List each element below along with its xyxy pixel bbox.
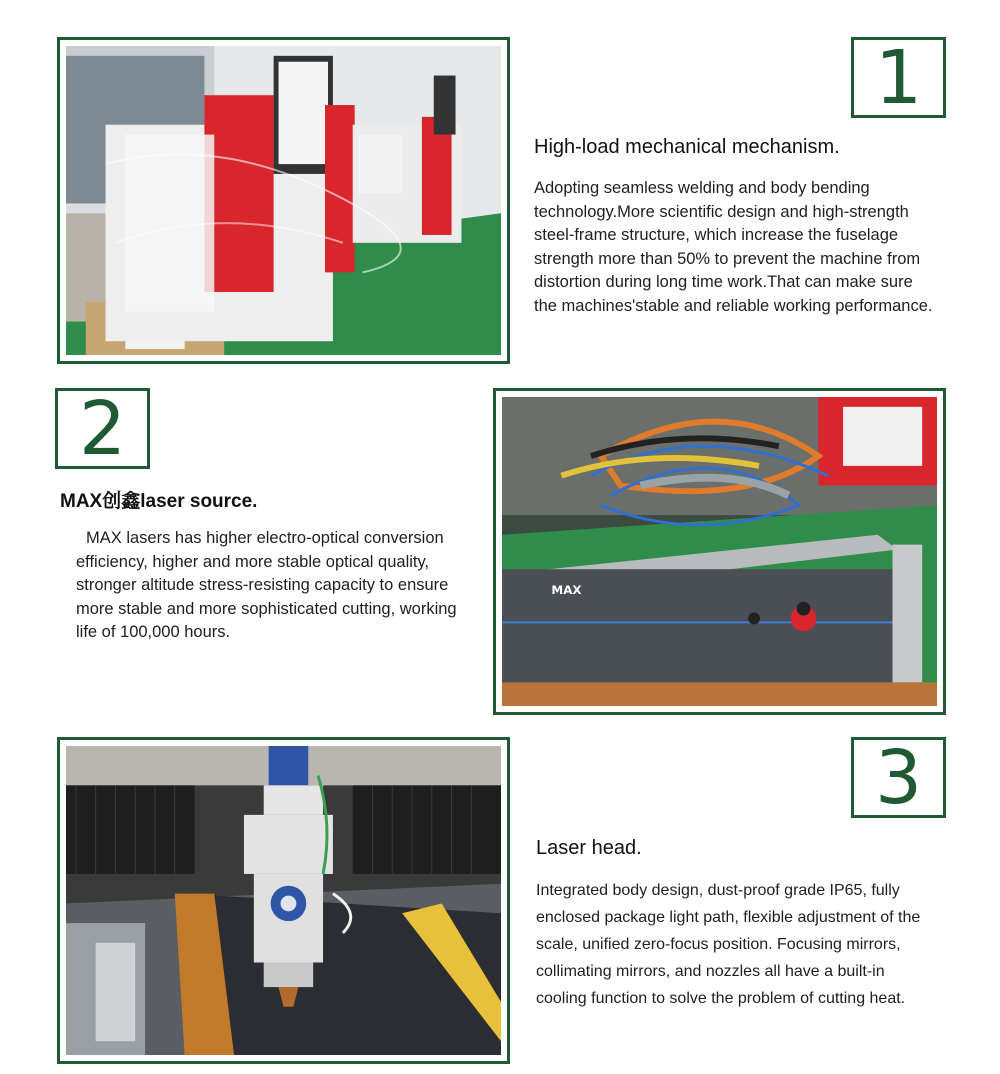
section-1-description: Adopting seamless welding and body bending technology.More scientific design and high-strength steel-frame structure, which increase the fuselage strength more than 50% to prevent the machine from distortion during long time work.That can make sure the machines'stable and reliable working performance.: [534, 179, 933, 315]
section-2-number: 2: [55, 388, 150, 469]
section-3-number: 3: [851, 737, 946, 818]
max-brand-label: MAX: [551, 582, 582, 597]
laser-head-image: [66, 746, 501, 1055]
section-1-title: High-load mechanical mechanism.: [534, 136, 840, 158]
factory-machines-image: [66, 46, 501, 355]
section-3-description: Integrated body design, dust-proof grade IP65, fully enclosed package light path, flexible adjustment of the scale, unified zero-focus position. Focusing mirrors, collimating mirrors, and nozzles all have a built-in cooling function to solve the problem of cutting heat.: [536, 882, 921, 1007]
section-2-title: MAX创鑫laser source.: [60, 491, 258, 512]
laser-source-image: [502, 397, 937, 706]
section-2-description: MAX lasers has higher electro-optical conversion efficiency, higher and more stable optical quality, stronger altitude stress-resisting capacity to ensure more stable and more sophisticated cutting, working life of 100,000 hours.: [76, 529, 457, 642]
section-3-title: Laser head.: [536, 837, 642, 859]
laser-head-photo: [57, 737, 510, 1064]
laser-source-photo: [493, 388, 946, 715]
section-1-number: 1: [851, 37, 946, 118]
machine-photo: [57, 37, 510, 364]
